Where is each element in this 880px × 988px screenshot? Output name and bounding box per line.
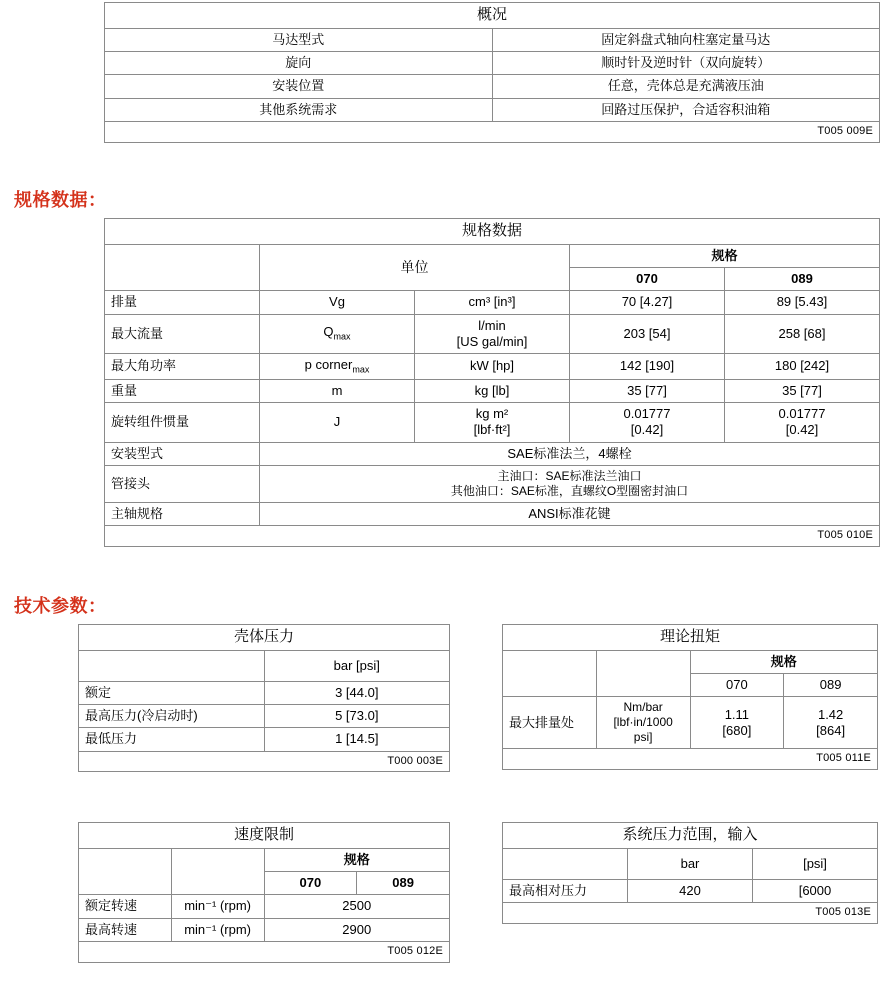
spec-doc-code: T005 010E xyxy=(105,526,880,547)
section-title-tech: 技术参数： xyxy=(14,596,107,616)
symbol-text: Q xyxy=(323,324,334,340)
case-pressure-row-value: 5 [73.0] xyxy=(264,705,450,728)
table-row xyxy=(105,75,880,98)
value-line-1: 0.01777 xyxy=(623,406,671,422)
section-title-spec: 规格数据： xyxy=(14,190,107,210)
case-pressure-row-label: 额定 xyxy=(79,681,265,704)
value-line-2: [0.42] xyxy=(630,422,664,438)
table-row xyxy=(105,465,880,502)
spec-row-v089: 258 [68] xyxy=(725,314,880,354)
system-pressure-table xyxy=(502,822,878,924)
overview-title: 概况 xyxy=(105,3,880,29)
table-row xyxy=(79,895,450,918)
value-line-1: 1.42 xyxy=(817,706,844,722)
case-pressure-doc-code: T000 003E xyxy=(79,751,450,772)
spec-size-header: 规格 xyxy=(570,244,880,267)
symbol-subscript: max xyxy=(333,331,351,342)
spec-row-symbol: J xyxy=(260,403,415,443)
speed-row-value: 2900 xyxy=(264,918,450,941)
case-pressure-table xyxy=(78,624,450,772)
spec-row-v089: 89 [5.43] xyxy=(725,291,880,314)
torque-row-unit xyxy=(596,697,690,749)
speed-size-header: 规格 xyxy=(264,848,450,871)
table-row xyxy=(503,650,878,673)
value-line-1: 1.11 xyxy=(724,706,750,722)
table-row xyxy=(79,650,450,681)
unit-line-2: [US gal/min] xyxy=(456,333,528,349)
table-row xyxy=(79,848,450,871)
speed-header-blank-1 xyxy=(79,848,172,895)
spec-row-v089 xyxy=(725,403,880,443)
torque-row-v089 xyxy=(784,697,878,749)
value-line-1: 主油口：SAE标准法兰油口 xyxy=(497,468,642,483)
table-row xyxy=(503,848,878,879)
case-pressure-unit-header: bar [psi] xyxy=(264,650,450,681)
table-row xyxy=(105,502,880,525)
table-row xyxy=(105,442,880,465)
spec-full-value xyxy=(260,465,880,502)
system-pressure-doc-code: T005 013E xyxy=(503,903,878,924)
overview-row-value: 回路过压保护，合适容积油箱 xyxy=(492,98,880,121)
speed-table xyxy=(78,822,450,963)
overview-row-value: 顺时针及逆时针（双向旋转） xyxy=(492,52,880,75)
spec-row-symbol: m xyxy=(260,379,415,402)
table-row xyxy=(503,625,878,651)
table-row xyxy=(105,219,880,245)
speed-row-label: 额定转速 xyxy=(79,895,172,918)
table-row xyxy=(503,749,878,770)
speed-size-070: 070 xyxy=(264,872,357,895)
speed-header-blank-2 xyxy=(171,848,264,895)
table-row xyxy=(79,823,450,849)
symbol-subscript: max xyxy=(352,364,370,375)
spec-row-symbol: Vg xyxy=(260,291,415,314)
spec-row-v070 xyxy=(570,403,725,443)
spec-row-label: 旋转组件惯量 xyxy=(105,403,260,443)
speed-row-label: 最高转速 xyxy=(79,918,172,941)
symbol-text: p corner xyxy=(304,357,353,372)
spec-header-blank xyxy=(105,244,260,291)
case-pressure-row-label: 最高压力(冷启动时) xyxy=(79,705,265,728)
case-pressure-title: 壳体压力 xyxy=(79,625,450,651)
unit-line-2: [lbf·ft²] xyxy=(473,422,511,438)
overview-row-label: 马达型式 xyxy=(105,28,493,51)
unit-line-1: l/min xyxy=(478,317,506,333)
overview-row-label: 其他系统需求 xyxy=(105,98,493,121)
table-row xyxy=(79,918,450,941)
spec-row-label: 重量 xyxy=(105,379,260,402)
unit-line-1: kg m² xyxy=(475,406,509,422)
value-line-2: [0.42] xyxy=(785,422,819,438)
torque-header-blank-1 xyxy=(503,650,597,697)
spec-row-v070: 35 [77] xyxy=(570,379,725,402)
table-row xyxy=(105,121,880,142)
value-line-2: [864] xyxy=(816,722,846,738)
torque-row-label: 最大排量处 xyxy=(503,697,597,749)
spec-row-unit: kg [lb] xyxy=(415,379,570,402)
table-row xyxy=(79,941,450,962)
speed-block xyxy=(78,822,450,963)
table-row xyxy=(105,52,880,75)
torque-row-v070 xyxy=(690,697,784,749)
spec-row-unit xyxy=(415,403,570,443)
system-pressure-row-bar: 420 xyxy=(628,879,753,902)
spec-full-label: 管接头 xyxy=(105,465,260,502)
table-row xyxy=(105,526,880,547)
table-row xyxy=(79,705,450,728)
unit-line-2: [lbf·in/1000 psi] xyxy=(613,715,673,745)
spec-row-v089: 180 [242] xyxy=(725,354,880,380)
table-row xyxy=(105,291,880,314)
overview-row-value: 任意，壳体总是充满液压油 xyxy=(492,75,880,98)
overview-table xyxy=(104,2,880,143)
table-row xyxy=(503,903,878,924)
table-row xyxy=(105,379,880,402)
spec-full-label: 主轴规格 xyxy=(105,502,260,525)
torque-block xyxy=(502,624,878,770)
system-pressure-unit-psi: [psi] xyxy=(753,848,878,879)
value-line-2: [680] xyxy=(722,722,752,738)
spec-size-089: 089 xyxy=(725,268,880,291)
spec-row-unit: cm³ [in³] xyxy=(415,291,570,314)
spec-row-v070: 142 [190] xyxy=(570,354,725,380)
overview-row-label: 安装位置 xyxy=(105,75,493,98)
spec-full-value: SAE标准法兰，4螺栓 xyxy=(260,442,880,465)
spec-row-v070: 70 [4.27] xyxy=(570,291,725,314)
spec-row-symbol xyxy=(260,314,415,354)
overview-table-block xyxy=(104,2,880,143)
case-pressure-row-value: 1 [14.5] xyxy=(264,728,450,751)
spec-row-label: 最大流量 xyxy=(105,314,260,354)
spec-full-label: 安装型式 xyxy=(105,442,260,465)
spec-unit-header: 单位 xyxy=(260,244,570,291)
torque-doc-code: T005 011E xyxy=(503,749,878,770)
torque-size-070: 070 xyxy=(690,674,784,697)
torque-size-089: 089 xyxy=(784,674,878,697)
table-row xyxy=(105,98,880,121)
speed-row-unit: min⁻¹ (rpm) xyxy=(171,895,264,918)
spec-row-unit xyxy=(415,314,570,354)
spec-table xyxy=(104,218,880,547)
torque-header-blank-2 xyxy=(596,650,690,697)
table-row xyxy=(503,823,878,849)
overview-row-value: 固定斜盘式轴向柱塞定量马达 xyxy=(492,28,880,51)
case-pressure-row-value: 3 [44.0] xyxy=(264,681,450,704)
speed-title: 速度限制 xyxy=(79,823,450,849)
torque-table xyxy=(502,624,878,770)
spec-row-label: 最大角功率 xyxy=(105,354,260,380)
system-pressure-blank xyxy=(503,848,628,879)
table-row xyxy=(79,751,450,772)
table-row xyxy=(105,3,880,29)
table-row xyxy=(105,244,880,267)
table-row xyxy=(105,314,880,354)
table-row xyxy=(79,625,450,651)
case-pressure-blank xyxy=(79,650,265,681)
spec-row-v089: 35 [77] xyxy=(725,379,880,402)
spec-row-unit: kW [hp] xyxy=(415,354,570,380)
torque-size-header: 规格 xyxy=(690,650,878,673)
spec-title: 规格数据 xyxy=(105,219,880,245)
spec-full-value: ANSI标准花键 xyxy=(260,502,880,525)
spec-size-070: 070 xyxy=(570,268,725,291)
system-pressure-title: 系统压力范围，输入 xyxy=(503,823,878,849)
case-pressure-block xyxy=(78,624,450,772)
speed-size-089: 089 xyxy=(357,872,450,895)
spec-row-label: 排量 xyxy=(105,291,260,314)
unit-line-1: Nm/bar xyxy=(623,700,663,715)
speed-row-value: 2500 xyxy=(264,895,450,918)
system-pressure-row-label: 最高相对压力 xyxy=(503,879,628,902)
speed-row-unit: min⁻¹ (rpm) xyxy=(171,918,264,941)
system-pressure-block xyxy=(502,822,878,924)
system-pressure-unit-bar: bar xyxy=(628,848,753,879)
table-row xyxy=(503,879,878,902)
table-row xyxy=(105,28,880,51)
speed-doc-code: T005 012E xyxy=(79,941,450,962)
torque-title: 理论扭矩 xyxy=(503,625,878,651)
table-row xyxy=(105,403,880,443)
spec-row-v070: 203 [54] xyxy=(570,314,725,354)
table-row xyxy=(105,354,880,380)
overview-row-label: 旋向 xyxy=(105,52,493,75)
table-row xyxy=(79,681,450,704)
value-line-2: 其他油口：SAE标准，直螺纹O型圈密封油口 xyxy=(450,483,689,498)
system-pressure-row-psi: [6000 xyxy=(753,879,878,902)
spec-row-symbol xyxy=(260,354,415,380)
case-pressure-row-label: 最低压力 xyxy=(79,728,265,751)
table-row xyxy=(503,697,878,749)
table-row xyxy=(79,728,450,751)
spec-table-block xyxy=(104,218,880,547)
value-line-1: 0.01777 xyxy=(778,406,826,422)
overview-doc-code: T005 009E xyxy=(105,121,880,142)
